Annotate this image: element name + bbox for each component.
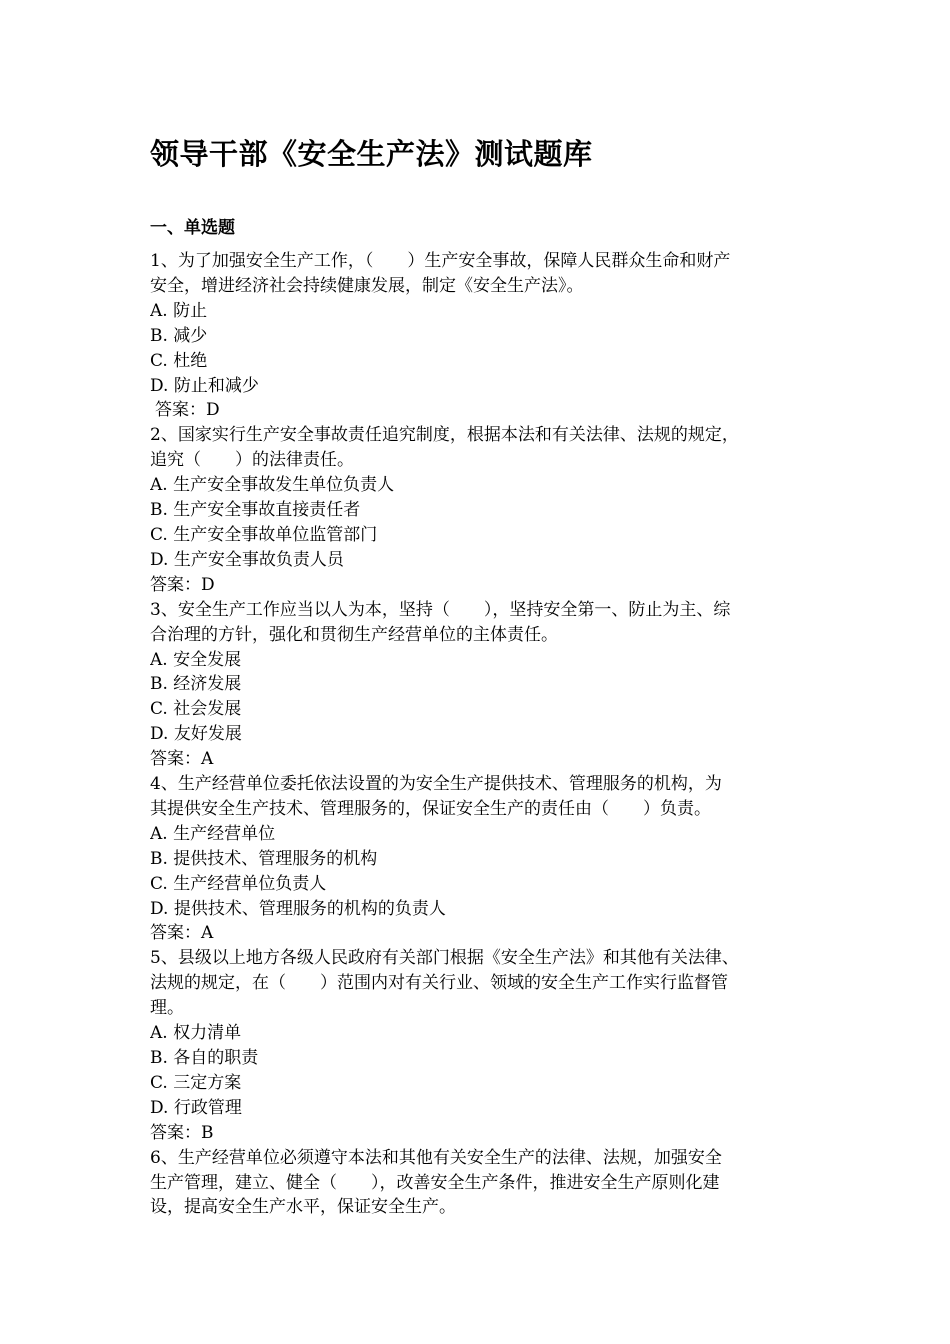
question-text-line: 6、生产经营单位必须遵守本法和其他有关安全生产的法律、法规，加强安全 — [150, 1147, 722, 1168]
question-list — [150, 249, 810, 1220]
option-d: D. 行政管理 — [150, 1097, 242, 1118]
answer-line: 答案：D — [150, 574, 215, 595]
question-text-line: 设，提高安全生产水平，保证安全生产。 — [150, 1197, 456, 1218]
question-text-line: 法规的规定，在（ ）范围内对有关行业、领域的安全生产工作实行监督管 — [150, 973, 728, 994]
section-heading: 一、单选题 — [150, 218, 235, 238]
question-text-line: 理。 — [150, 998, 184, 1019]
option-d: D. 提供技术、管理服务的机构的负责人 — [150, 898, 446, 919]
option-d: D. 生产安全事故负责人员 — [150, 549, 344, 570]
answer-line: 答案：D — [155, 400, 220, 421]
option-c: C. 生产经营单位负责人 — [150, 873, 327, 894]
option-b: B. 提供技术、管理服务的机构 — [150, 848, 378, 869]
question-text-line: 2、国家实行生产安全事故责任追究制度，根据本法和有关法律、法规的规定， — [150, 425, 739, 446]
option-d: D. 友好发展 — [150, 724, 242, 745]
answer-line: 答案：A — [150, 923, 214, 944]
answer-line: 答案：A — [150, 749, 214, 770]
option-c: C. 三定方案 — [150, 1072, 242, 1093]
question-item — [150, 1146, 810, 1221]
question-item — [150, 598, 810, 772]
question-text-line: 4、生产经营单位委托依法设置的为安全生产提供技术、管理服务的机构，为 — [150, 774, 722, 795]
option-c: C. 杜绝 — [150, 350, 208, 371]
question-text-line: 生产管理，建立、健全（ ），改善安全生产条件，推进安全生产原则化建 — [150, 1172, 720, 1193]
option-a: A. 权力清单 — [150, 1023, 242, 1044]
option-a: A. 生产经营单位 — [150, 823, 276, 844]
question-text-line: 安全，增进经济社会持续健康发展，制定《安全生产法》。 — [150, 275, 584, 296]
question-item — [150, 249, 810, 423]
question-text-line: 1、为了加强安全生产工作，（ ）生产安全事故，保障人民群众生命和财产 — [150, 251, 731, 271]
option-a: A. 防止 — [150, 300, 208, 321]
option-d: D. 防止和减少 — [150, 375, 259, 396]
question-text-line: 其提供安全生产技术、管理服务的，保证安全生产的责任由（ ）负责。 — [150, 798, 711, 819]
option-c: C. 生产安全事故单位监管部门 — [150, 524, 378, 545]
question-text-line: 追究（ ）的法律责任。 — [150, 450, 354, 471]
question-item — [150, 946, 810, 1145]
option-b: B. 生产安全事故直接责任者 — [150, 500, 361, 521]
option-b: B. 各自的职责 — [150, 1048, 259, 1068]
option-b: B. 减少 — [150, 325, 208, 346]
answer-line: 答案：B — [150, 1122, 214, 1143]
document-title: 领导干部《安全生产法》测试题库 — [150, 137, 593, 171]
option-c: C. 社会发展 — [150, 699, 242, 720]
option-a: A. 生产安全事故发生单位负责人 — [150, 475, 395, 496]
option-b: B. 经济发展 — [150, 674, 242, 695]
question-text-line: 3、安全生产工作应当以人为本，坚持（ ），坚持安全第一、防止为主、综 — [150, 599, 731, 620]
question-text-line: 合治理的方针，强化和贯彻生产经营单位的主体责任。 — [150, 624, 558, 645]
question-text-line: 5、县级以上地方各级人民政府有关部门根据《安全生产法》和其他有关法律、 — [150, 948, 739, 969]
question-item — [150, 423, 810, 597]
option-a: A. 安全发展 — [150, 649, 242, 670]
question-item — [150, 772, 810, 946]
